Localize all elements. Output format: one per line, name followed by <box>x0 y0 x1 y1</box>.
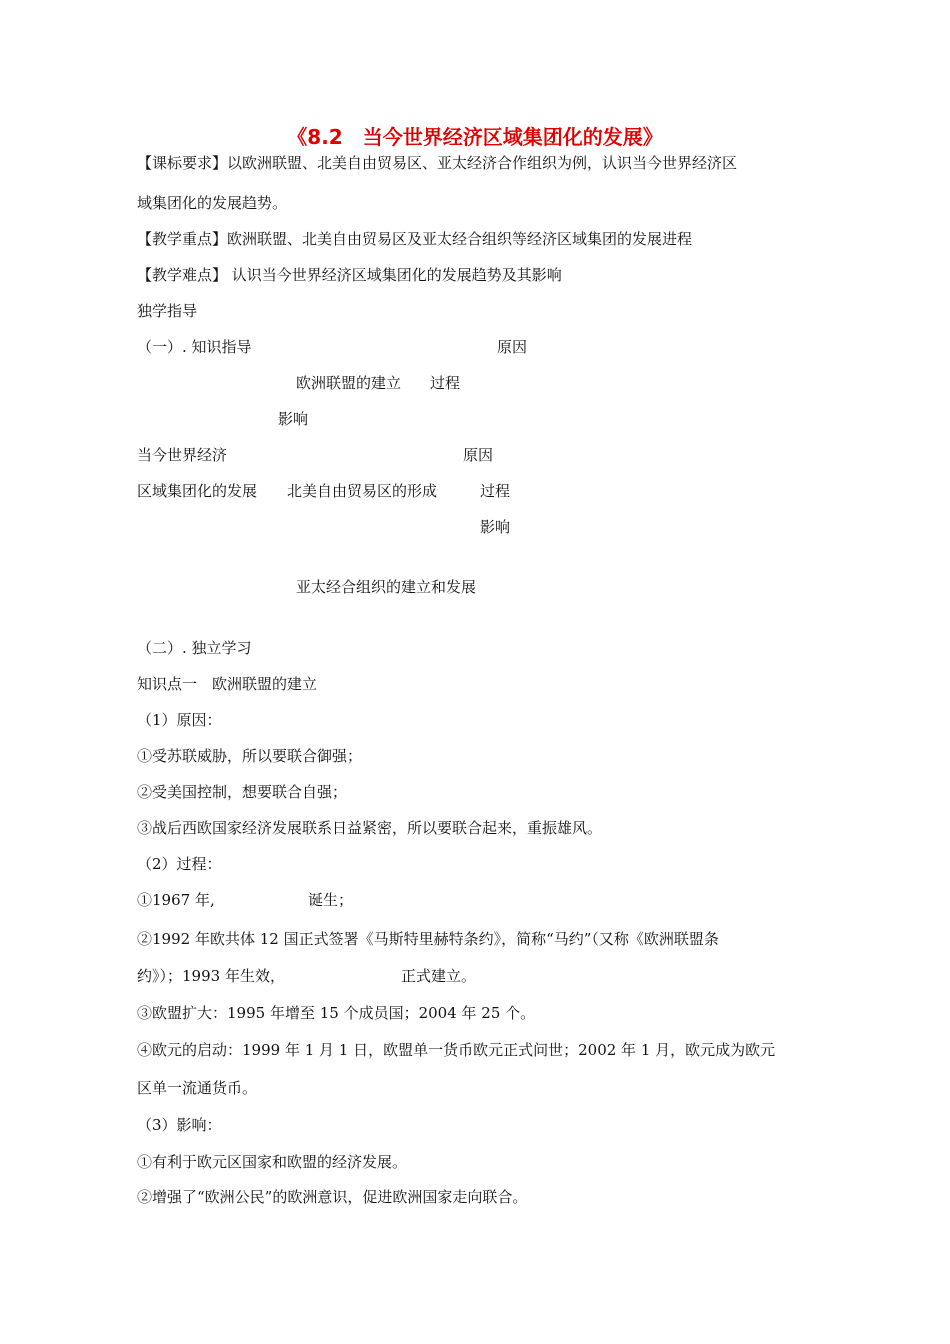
teaching-difficulties: 【教学难点】 认识当今世界经济区域集团化的发展趋势及其影响 <box>137 266 562 284</box>
process-item-3: ③欧盟扩大：1995 年增至 15 个成员国；2004 年 25 个。 <box>137 1004 536 1022</box>
process-item-2-line1: ②1992 年欧共体 12 国正式签署《马斯特里赫特条约》，简称“马约”（又称《欧洲联盟条 <box>137 930 719 948</box>
outline-apec: 亚太经合组织的建立和发展 <box>296 578 477 596</box>
outline-nafta-reason: 原因 <box>463 446 494 464</box>
impact-label: （3）影响： <box>137 1116 222 1134</box>
reason-item-3: ③战后西欧国家经济发展联系日益紧密，所以要联合起来，重振雄风。 <box>137 819 603 837</box>
teaching-key-points: 【教学重点】欧洲联盟、北美自由贸易区及亚太经合组织等经济区域集团的发展进程 <box>137 230 693 248</box>
process-item-2-line2-end: 正式建立。 <box>401 967 477 985</box>
knowledge-point-1: 知识点一 欧洲联盟的建立 <box>137 675 318 693</box>
process-item-4-line2: 区单一流通货币。 <box>137 1079 258 1097</box>
impact-item-1: ①有利于欧元区国家和欧盟的经济发展。 <box>137 1153 408 1171</box>
process-item-1-start: ①1967 年, <box>137 891 215 909</box>
outline-eu-impact: 影响 <box>278 410 309 428</box>
section-heading-self-study-guide: 独学指导 <box>137 302 198 320</box>
process-item-2-line2-start: 约》）；1993 年生效， <box>137 967 285 985</box>
outline-nafta-process: 过程 <box>480 482 511 500</box>
outline-root-line1: 当今世界经济 <box>137 446 228 464</box>
outline-root-line2: 区域集团化的发展 <box>137 482 258 500</box>
outline-eu-process: 过程 <box>430 374 461 392</box>
document-title: 《8.2 当今世界经济区域集团化的发展》 <box>287 125 663 149</box>
outline-eu: 欧洲联盟的建立 <box>296 374 402 392</box>
process-item-4-line1: ④欧元的启动：1999 年 1 月 1 日，欧盟单一货币欧元正式问世；2002 年 1 月，欧元成为欧元 <box>137 1041 776 1059</box>
impact-item-2: ②增强了“欧洲公民”的欧洲意识，促进欧洲国家走向联合。 <box>137 1188 528 1206</box>
outline-heading: （一）. 知识指导 <box>137 338 252 356</box>
process-item-1-end: 诞生； <box>308 891 354 909</box>
section-heading-independent-study: （二）. 独立学习 <box>137 639 252 657</box>
reason-label: （1）原因： <box>137 711 222 729</box>
outline-nafta: 北美自由贸易区的形成 <box>287 482 438 500</box>
process-label: （2）过程： <box>137 855 222 873</box>
curriculum-requirement-line1: 【课标要求】以欧洲联盟、北美自由贸易区、亚太经济合作组织为例，认识当今世界经济区 <box>137 154 738 172</box>
outline-eu-reason: 原因 <box>497 338 528 356</box>
reason-item-1: ①受苏联威胁，所以要联合御强； <box>137 747 363 765</box>
curriculum-requirement-line2: 域集团化的发展趋势。 <box>137 194 288 212</box>
outline-nafta-impact: 影响 <box>480 518 511 536</box>
reason-item-2: ②受美国控制，想要联合自强； <box>137 783 348 801</box>
